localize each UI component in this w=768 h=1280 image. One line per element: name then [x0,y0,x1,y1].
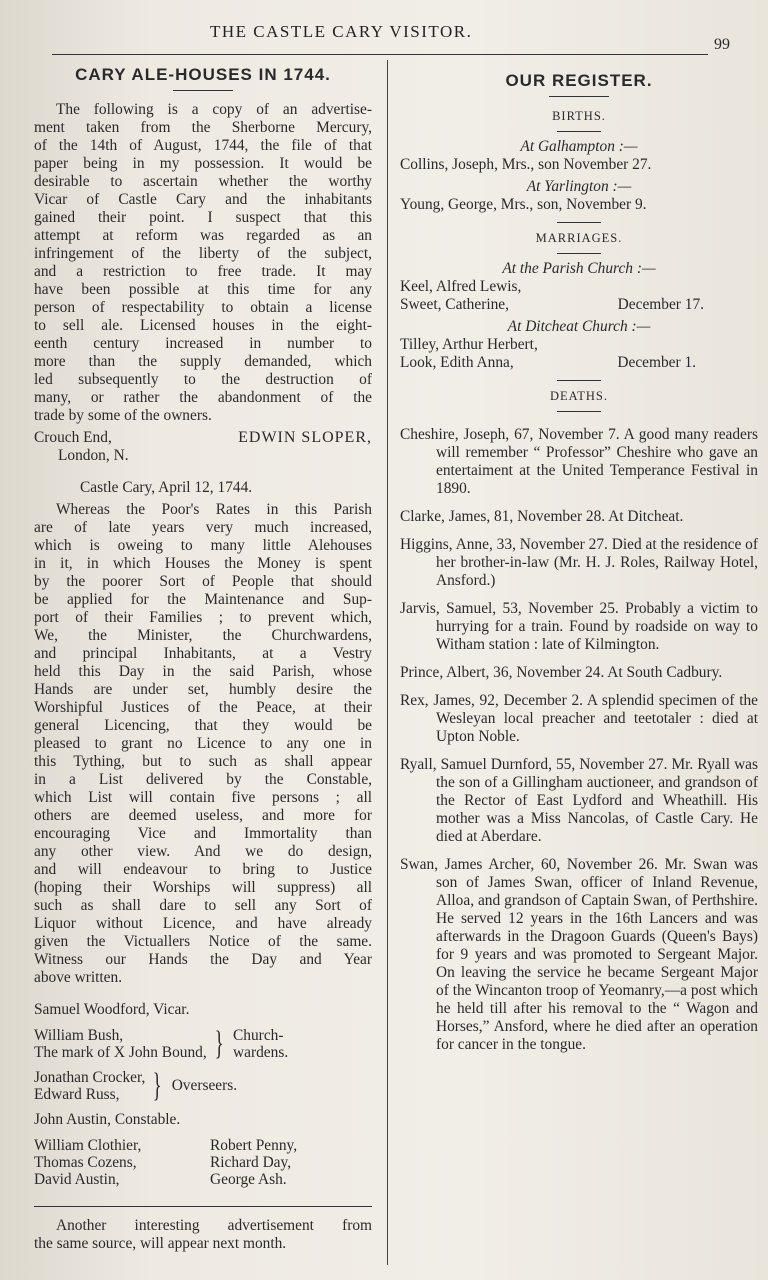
death-entry: Jarvis, Samuel, 53, November 25. Probably a victim to hurrying for a train. Found by roadside on way to Witham station : late of Kilmington. [400,600,758,653]
footer-rule [34,1206,372,1207]
deaths-list [400,426,758,1054]
signatory: David Austin, [34,1171,120,1188]
deaths-label: DEATHS. [549,389,609,403]
text-line: by the poorer Sort of People that should [34,573,372,590]
churchwardens [34,1027,372,1061]
right-column [400,72,758,1064]
section-rule [557,380,601,381]
text-line: paper being in my possession. It would be [34,155,372,172]
text-line: Whereas the Poor's Rates in this Parish [56,501,372,518]
death-entry: Prince, Albert, 36, November 24. At South Cadbury. [400,664,723,681]
text-line: encouraging Vice and Immortality than [34,825,372,842]
advert-paragraph [34,501,372,987]
birth-entry: Collins, Joseph, Mrs., son November 27. [400,156,652,173]
text-line: which List will contain five persons ; all [34,789,372,806]
text-line: the same source, will appear next month. [34,1235,287,1252]
marriage-line: Tilley, Arthur Herbert, [400,336,538,353]
marriage-place: At Ditcheat Church :— [507,318,651,335]
sig-place-2: London, N. [58,447,129,464]
text-line: Witness our Hands the Day and Year [34,951,372,968]
brace-icon: } [153,1067,163,1104]
death-entry: Swan, James Archer, 60, November 26. Mr. Swan was son of James Swan, officer of Inland Revenue, Alloa, and grandson of Captain Swan, of Perthshire. He served 12 years in the 16th Lancers and was afterwards in the Dragoon Guards (Queen's Bays) for 9 years and was promoted to Sergeant Major. On leaving the service he became Sergeant Major of the Wincanton troop of Yeomanry,—a post which he held till after his removal to the “ Wagon and Horses,” Ansford, where he died after an operation for cancer in the tongue. [400,856,758,1053]
churchwarden-label-2: wardens. [233,1044,289,1061]
birth-place: At Galhampton :— [520,138,638,155]
birth-place: At Yarlington :— [526,178,632,195]
title-rule [549,96,609,97]
death-entry: Rex, James, 92, December 2. A splendid specimen of the Wesleyan local preacher and teetotaler : died at Upton Noble. [400,692,758,745]
register-title: OUR REGISTER. [505,71,653,90]
marriage-row [400,354,758,372]
section-rule [557,253,601,254]
churchwarden-label-1: Church- [233,1027,284,1044]
signatories [34,1001,372,1188]
overseers [34,1069,372,1103]
text-line: led subsequently to the destruction of [34,371,372,388]
text-line: more than the supply demanded, which [34,353,372,370]
text-line: person of respectability to obtain a license [34,299,372,316]
sig-name: EDWIN SLOPER, [238,429,372,446]
signatory: Richard Day, [210,1154,292,1171]
text-line: of the 14th of August, 1744, the file of that [34,137,372,154]
text-line: this Tything, but to such as shall appear [34,753,372,770]
text-line: and will endeavour to bring to Justice [34,861,372,878]
text-line: The following is a copy of an advertise- [56,101,372,118]
signatory: Thomas Cozens, [34,1154,137,1171]
text-line: many, or rather the abandonment of the [34,389,372,406]
death-entry: Ryall, Samuel Durnford, 55, November 27. Mr. Ryall was the son of a Gillingham auctioneer, and grandson of the Rector of East Lydford and Wheathill. His mother was a Miss Nancolas, of Castle Cary. He died at Aberdare. [400,756,758,845]
text-line: general Licencing, that they would be [34,717,372,734]
text-line: in a List delivered by the Constable, [34,771,372,788]
section-rule [557,411,601,412]
marriage-line: Sweet, Catherine, [400,296,509,313]
text-line: Another interesting advertisement from [56,1217,372,1234]
churchwarden-2: The mark of X John Bound, [34,1044,207,1061]
text-line: such as shall dare to sell any Sort of [34,897,372,914]
marriage-place: At the Parish Church :— [502,260,656,277]
births-label: BIRTHS. [552,109,606,123]
death-entry: Clarke, James, 81, November 28. At Ditcheat. [400,508,684,525]
text-line: Hands are under set, humbly desire the [34,681,372,698]
text-line: eenth century increased in number to [34,335,372,352]
left-column [34,66,372,1253]
text-line: in it, in which Houses the Money is spent [34,555,372,572]
marriage-date: December 1. [617,354,696,371]
death-entry: Cheshire, Joseph, 67, November 7. A good many readers will remember “ Professor” Cheshire who gave an entertaiment at the United Temperance Festival in 1890. [400,426,758,497]
text-line: any other view. And we do design, [34,843,372,860]
article-title: CARY ALE-HOUSES IN 1744. [75,65,331,84]
constable-line: John Austin, Constable. [34,1111,181,1128]
text-line: be applied for the Maintenance and Sup- [34,591,372,608]
text-line: (hoping their Worships will suppress) all [34,879,372,896]
section-rule [557,131,601,132]
text-line: infringement of the liberty of the subject, [34,245,372,262]
text-line: pleased to grant no Licence to any one in [34,735,372,752]
sig-place-1: Crouch End, [34,429,112,446]
page-number: 99 [714,36,730,53]
section-rule [557,222,601,223]
text-line: gained their point. I suspect that this [34,209,372,226]
text-line: We, the Minister, the Churchwardens, [34,627,372,644]
text-line: Worshipful Justices of the Peace, at their [34,699,372,716]
text-line: Vicar of Castle Cary and the inhabitants [34,191,372,208]
other-signatories [34,1137,372,1188]
text-line: and principal Inhabitants, at a Vestry [34,645,372,662]
text-line: and a restriction to free trade. It may [34,263,372,280]
brace-icon: } [214,1025,224,1062]
birth-entry: Young, George, Mrs., son, November 9. [400,196,647,213]
text-line: are of late years very much increased, [34,519,372,536]
marriage-line: Keel, Alfred Lewis, [400,278,522,295]
text-line: to sell ale. Licensed houses in the eight- [34,317,372,334]
overseer-1: Jonathan Crocker, [34,1069,146,1086]
top-rule [52,54,708,55]
text-line: trade by some of the owners. [34,407,212,424]
text-line: Liquor without Licence, and have already [34,915,372,932]
marriage-date: December 17. [617,296,704,313]
marriage-row [400,296,758,314]
signatory: George Ash. [210,1171,287,1188]
churchwarden-1: William Bush, [34,1027,124,1044]
text-line: which is oweing to many little Alehouses [34,537,372,554]
text-line: ment taken from the Sherborne Mercury, [34,119,372,136]
vicar-line: Samuel Woodford, Vicar. [34,1001,190,1018]
text-line: held this Day in the said Parish, whose [34,663,372,680]
title-rule [173,90,233,91]
text-line: desirable to ascertain whether the worthy [34,173,372,190]
overseers-label: Overseers. [171,1077,238,1094]
signatory: Robert Penny, [210,1137,298,1154]
text-line: given the Victuallers Notice of the same. [34,933,372,950]
signature-block [34,429,372,465]
text-line: attempt at reform was regarded as an [34,227,372,244]
dateline: Castle Cary, April 12, 1744. [80,479,253,496]
intro-paragraph [34,101,372,425]
text-line: others are deemed useless, and more for [34,807,372,824]
column-rule [387,60,388,1265]
signatory: William Clothier, [34,1137,142,1154]
overseer-2: Edward Russ, [34,1086,120,1103]
text-line: above written. [34,969,123,986]
marriages-label: MARRIAGES. [535,231,623,245]
marriage-line: Look, Edith Anna, [400,354,514,371]
text-line: port of their Families ; to prevent which, [34,609,372,626]
death-entry: Higgins, Anne, 33, November 27. Died at the residence of her brother-in-law (Mr. H. J. Roles, Railway Hotel, Ansford.) [400,536,758,589]
running-head: THE CASTLE CARY VISITOR. [210,22,473,41]
footer-note [34,1217,372,1253]
text-line: have been possible at this time for any [34,281,372,298]
